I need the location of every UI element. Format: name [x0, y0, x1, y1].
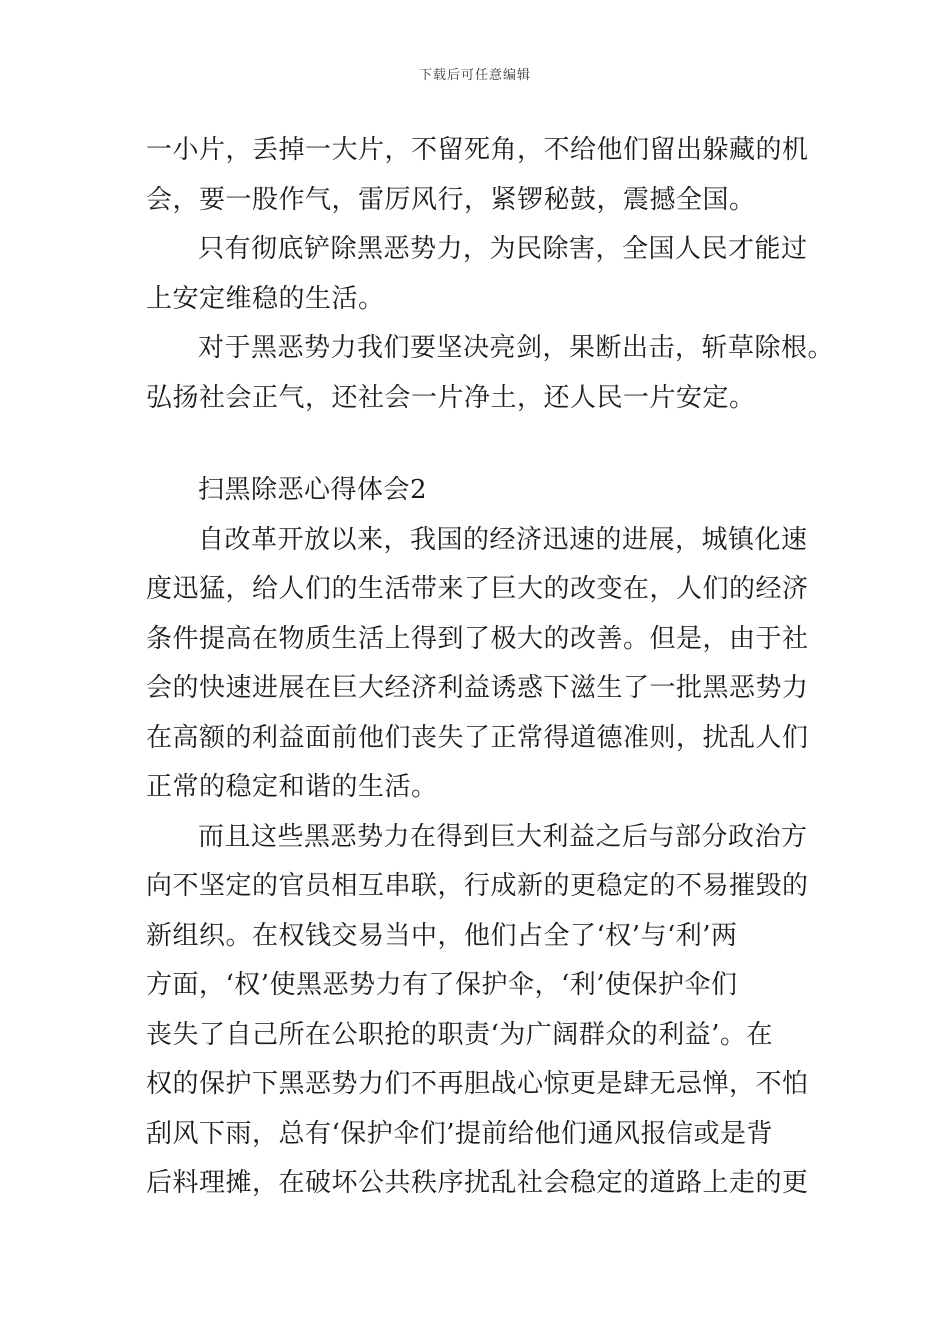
paragraph-line: 正常的稳定和谐的生活。 — [146, 772, 438, 802]
paragraph-line: 度迅猛，给人们的生活带来了巨大的改变在，人们的经济 — [146, 574, 809, 604]
paragraph-line: 在高额的利益面前他们丧失了正常得道德准则，扰乱人们 — [146, 722, 809, 753]
paragraph-line: 只有彻底铲除黑恶势力，为民除害，全国人民才能过 — [198, 234, 808, 264]
paragraph-line: 后料理摊，在破坏公共秩序扰乱社会稳定的道路上走的更 — [146, 1168, 809, 1198]
paragraph-line: 丧失了自己所在公职抢的职责‘为广阔群众的利益’。在 — [146, 1019, 774, 1050]
paragraph-line: 条件提高在物质生活上得到了极大的改善。但是，由于社 — [146, 623, 809, 654]
paragraph-line: 方面，‘权’使黑恶势力有了保护伞，‘利’使保护伞们 — [146, 970, 738, 1000]
paragraph-line: 对于黑恶势力我们要坚决亮剑，果断出击，斩草除根。 — [198, 333, 835, 363]
paragraph-line: 权的保护下黑恶势力们不再胆战心惊更是肆无忌惮，不怕 — [146, 1069, 809, 1099]
paragraph-line: 弘扬社会正气，还社会一片净土，还人民一片安定。 — [146, 382, 756, 413]
paragraph-line: 而且这些黑恶势力在得到巨大利益之后与部分政治方 — [198, 821, 808, 852]
page-header: 下载后可任意编辑 — [418, 68, 531, 83]
paragraph-gap — [146, 423, 818, 466]
paragraph-line: 上安定维稳的生活。 — [146, 283, 385, 314]
section-title: 扫黑除恶心得体会2 — [198, 475, 428, 505]
paragraph-line: 刮风下雨，总有‘保护伞们’提前给他们通风报信或是背 — [146, 1118, 774, 1149]
paragraph-line: 会，要一股作气，雷厉风行，紧锣秘鼓，震撼全国。 — [146, 184, 756, 215]
paragraph-line: 新组织。在权钱交易当中，他们占全了‘权’与‘利’两 — [146, 920, 738, 951]
paragraph-line: 向不坚定的官员相互串联，行成新的更稳定的不易摧毁的 — [146, 871, 809, 901]
paragraph-line: 自改革开放以来，我国的经济迅速的进展，城镇化速 — [198, 524, 808, 555]
document-body — [146, 126, 835, 1209]
paragraph-line: 会的快速进展在巨大经济利益诱惑下滋生了一批黑恶势力 — [146, 673, 809, 703]
paragraph-line: 一小片，丢掉一大片，不留死角，不给他们留出躲藏的机 — [146, 135, 809, 165]
